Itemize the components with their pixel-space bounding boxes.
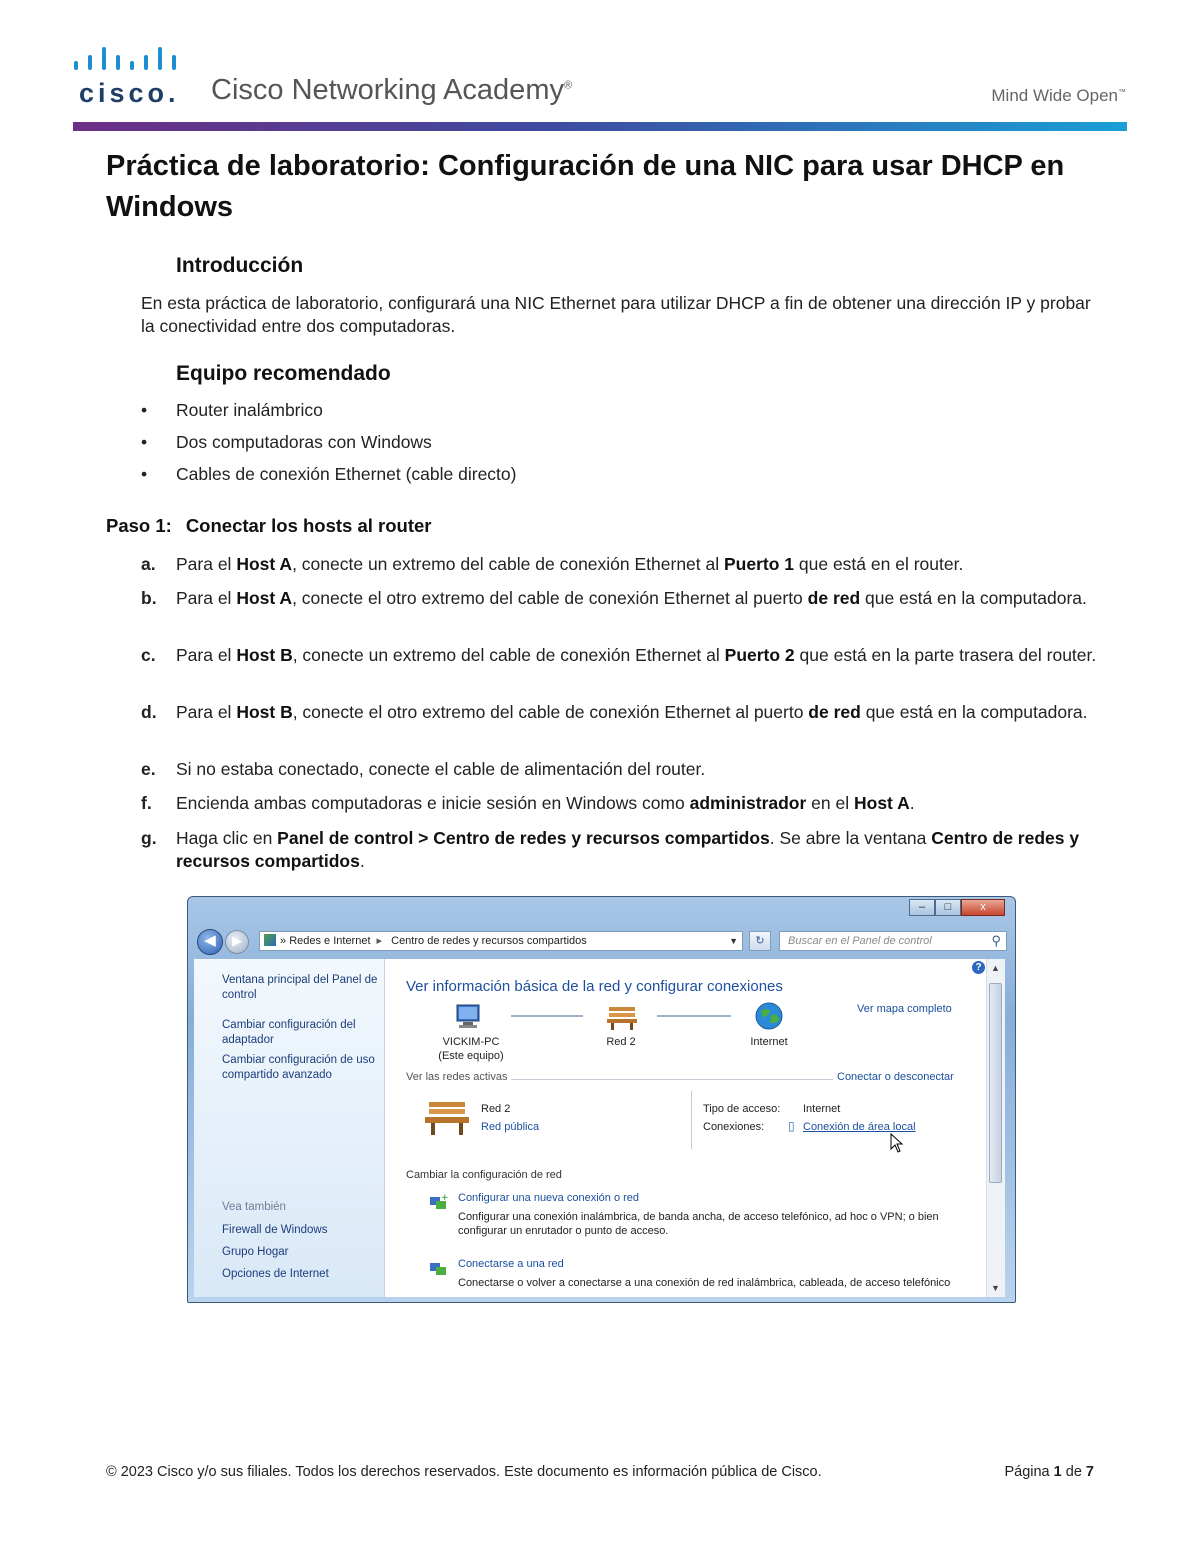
node-network: Red 2 <box>606 1036 636 1048</box>
change-settings-heading: Cambiar la configuración de red <box>406 1169 562 1181</box>
step-item-text: Para el <box>176 645 237 665</box>
control-panel-icon <box>264 934 276 946</box>
intro-text: En esta práctica de laboratorio, configurará una NIC Ethernet para utilizar DHCP a fin de obtener una dirección IP y probar la conectividad entre dos computadoras. <box>141 293 1091 336</box>
globe-icon <box>754 1001 784 1031</box>
content-pane <box>385 959 986 1297</box>
step-item-text: . <box>359 851 365 871</box>
computer-icon <box>451 1003 485 1031</box>
step-item-text: Encienda ambas computadoras e inicie sesión en Windows como <box>176 793 690 813</box>
step-item-bold-text: Host A <box>236 554 293 574</box>
network-type-link[interactable]: Red pública <box>481 1121 540 1133</box>
step-item-bold-text: administrador <box>689 793 807 813</box>
network-center-window <box>187 896 1016 1303</box>
page-number: Página 1 de 7 <box>1004 1464 1094 1480</box>
intro-heading: Introducción <box>176 254 304 277</box>
left-link-sharing-settings[interactable]: Cambiar configuración de uso compartido avanzado <box>222 1054 375 1081</box>
left-task-pane <box>194 959 385 1297</box>
access-type-value: Internet <box>803 1103 841 1115</box>
step-item-text: , conecte el otro extremo del cable de conexión Ethernet al puerto <box>292 588 808 608</box>
step-item-text: en el <box>806 793 854 813</box>
connect-network-icon <box>429 1259 447 1277</box>
step-item-bold-text: Host A <box>236 588 293 608</box>
cisco-logo-bars-icon <box>74 47 184 75</box>
scrollbar-thumb[interactable] <box>989 983 1002 1183</box>
full-map-link[interactable]: Ver mapa completo <box>857 1003 952 1015</box>
vertical-scrollbar[interactable] <box>986 959 1005 1297</box>
connect-to-network-link[interactable]: Conectarse a una red <box>458 1258 564 1270</box>
forward-arrow-icon[interactable]: ▶ <box>225 930 249 954</box>
step1-heading: Paso 1: Conectar los hosts al router <box>106 515 432 536</box>
breadcrumb-item[interactable]: Redes e Internet <box>289 935 371 947</box>
connect-disconnect-link[interactable]: Conectar o desconectar <box>837 1071 954 1083</box>
content-title: Ver información básica de la red y configurar conexiones <box>406 978 783 995</box>
minimize-button[interactable]: – <box>909 899 935 916</box>
step-item-text: . <box>909 793 915 813</box>
step-item-bold-text: Panel de control > Centro de redes y recursos compartidos <box>277 828 770 848</box>
see-also-heading: Vea también <box>222 1201 286 1213</box>
step-item-text: que está en el router. <box>794 554 964 574</box>
academy-name: Cisco Networking Academy® <box>211 74 573 106</box>
step-item-bold-text: Host B <box>236 702 293 722</box>
left-link-adapter-settings[interactable]: Cambiar configuración del adaptador <box>222 1019 356 1046</box>
scroll-up-icon[interactable]: ▲ <box>991 963 1000 973</box>
step-item-bold-text: Puerto 2 <box>724 645 795 665</box>
step-item-text: , conecte el otro extremo del cable de conexión Ethernet al puerto <box>292 702 809 722</box>
step-item-text: que está en la computadora. <box>860 702 1088 722</box>
left-link-control-panel-home[interactable]: Ventana principal del Panel de control <box>222 974 378 1001</box>
step-item-text: Para el <box>176 554 237 574</box>
step-item-bold-text: Host A <box>854 793 910 813</box>
connection-line <box>657 1015 731 1017</box>
chevron-down-icon[interactable]: ▼ <box>729 936 738 946</box>
new-connection-icon <box>429 1193 447 1211</box>
svg-text:+: + <box>441 1193 449 1203</box>
cisco-logo-text: cisco. <box>79 78 180 108</box>
setup-new-connection-link[interactable]: Configurar una nueva conexión o red <box>458 1192 640 1204</box>
connect-to-network-desc: Conectarse o volver a conectarse a una conexión de red inalámbrica, cableada, de acceso telefónico <box>458 1277 951 1289</box>
network-name: Red 2 <box>481 1103 511 1115</box>
step-item-text: Para el <box>176 702 237 722</box>
footer-copyright: © 2023 Cisco y/o sus filiales. Todos los derechos reservados. Este documento es información pública de Cisco. <box>106 1464 822 1480</box>
active-networks-label: Ver las redes activas <box>406 1071 508 1083</box>
close-button[interactable]: x <box>961 899 1005 916</box>
search-input[interactable]: Buscar en el Panel de control ⚲ <box>779 931 1007 951</box>
step-item-text: , conecte un extremo del cable de conexión Ethernet al <box>292 645 725 665</box>
step-item-text: . Se abre la ventana <box>769 828 932 848</box>
mouse-cursor-icon <box>889 1133 903 1153</box>
step-item-text: Para el <box>176 588 237 608</box>
lan-connection-icon: ▯ <box>788 1119 795 1133</box>
maximize-button[interactable]: □ <box>935 899 961 916</box>
step-item-bold-text: Puerto 1 <box>724 554 795 574</box>
tagline: Mind Wide Open™ <box>991 86 1126 105</box>
step-item-text: que está en la parte trasera del router. <box>794 645 1097 665</box>
node-internet: Internet <box>750 1036 788 1048</box>
header-color-bar <box>73 122 1127 131</box>
section-divider <box>511 1079 833 1080</box>
step-item-bold-text: Host B <box>236 645 293 665</box>
step-item-text: Si no estaba conectado, conecte el cable de alimentación del router. <box>176 759 706 779</box>
page-title: Práctica de laboratorio: Configuración de una NIC para usar DHCP en Windows <box>106 150 1065 223</box>
vertical-divider <box>691 1091 692 1149</box>
node-this-pc: VICKIM-PC (Este equipo) <box>438 1036 504 1062</box>
step-item-bold-text: Centro de redes y recursos compartidos <box>176 828 1080 871</box>
step-item-text: , conecte un extremo del cable de conexión Ethernet al <box>292 554 724 574</box>
connection-line <box>511 1015 583 1017</box>
help-icon[interactable]: ? <box>972 961 985 974</box>
window-controls <box>909 899 1005 917</box>
step-item-bold-text: de red <box>807 588 861 608</box>
scroll-down-icon[interactable]: ▼ <box>991 1283 1000 1293</box>
setup-new-connection-desc: Configurar una conexión inalámbrica, de banda ancha, de acceso telefónico, ad hoc o VPN; o bien configurar un enrutador o punto de acceso. <box>458 1211 939 1237</box>
bench-icon <box>605 1003 639 1031</box>
address-bar[interactable]: » Redes e Internet ▸ Centro de redes y recursos compartidos ▼ <box>259 931 743 951</box>
back-arrow-icon[interactable]: ◀ <box>197 929 223 955</box>
see-also-firewall[interactable]: Firewall de Windows <box>222 1224 328 1236</box>
breadcrumb-item[interactable]: Centro de redes y recursos compartidos <box>391 935 587 947</box>
search-icon: ⚲ <box>991 933 1001 948</box>
step-item-bold-text: de red <box>808 702 861 722</box>
lan-connection-link[interactable]: Conexión de área local <box>803 1121 916 1133</box>
access-type-label: Tipo de acceso: <box>703 1103 781 1115</box>
step-item-text: Haga clic en <box>176 828 278 848</box>
see-also-internet-options[interactable]: Opciones de Internet <box>222 1268 329 1280</box>
step-item-text: que está en la computadora. <box>860 588 1087 608</box>
see-also-homegroup[interactable]: Grupo Hogar <box>222 1246 289 1258</box>
equipment-heading: Equipo recomendado <box>176 362 391 385</box>
refresh-icon[interactable]: ↻ <box>749 931 771 951</box>
connections-label: Conexiones: <box>703 1121 765 1133</box>
public-network-bench-icon <box>423 1099 471 1137</box>
